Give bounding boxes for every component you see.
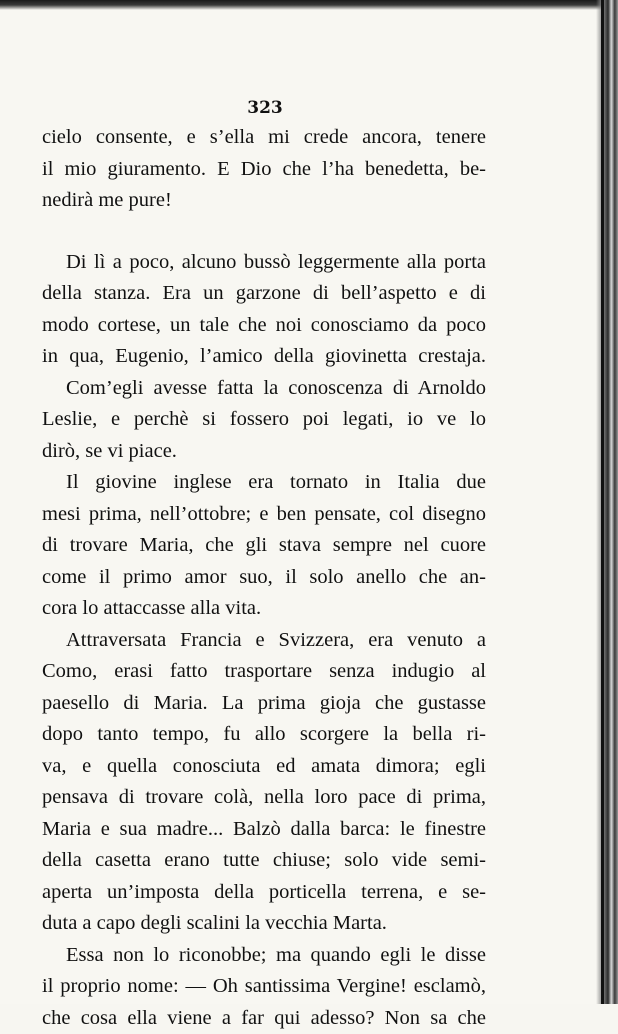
text-line: Attraversata Francia e Svizzera, era venuto a	[42, 625, 486, 657]
text-line: il proprio nome: — Oh santissima Vergine! esclamò,	[42, 971, 486, 1003]
text-line: aperta un’imposta della porticella terrena, e se-	[42, 877, 486, 909]
text-line: che cosa ella viene a far qui adesso? Non sa che	[42, 1003, 486, 1034]
page-number: 323	[0, 98, 530, 118]
text-line: va, e quella conosciuta ed amata dimora; egli	[42, 751, 486, 783]
text-line: Il giovine inglese era tornato in Italia due	[42, 467, 486, 499]
book-spine-edge	[596, 0, 618, 1004]
text-line: Maria e sua madre... Balzò dalla barca: le finestre	[42, 814, 486, 846]
text-line: dopo tanto tempo, fu allo scorgere la bella ri-	[42, 719, 486, 751]
text-line: cora lo attaccasse alla vita.	[42, 593, 486, 625]
text-line: cielo consente, e s’ella mi crede ancora, tenere	[42, 122, 486, 154]
text-line: di trovare Maria, che gli stava sempre nel cuore	[42, 530, 486, 562]
text-line: in qua, Eugenio, l’amico della giovinetta crestaja.	[42, 341, 486, 373]
paragraph-6	[42, 940, 486, 1034]
text-line: Di lì a poco, alcuno bussò leggermente alla porta	[42, 247, 486, 279]
text-line: Como, erasi fatto trasportare senza indugio al	[42, 656, 486, 688]
text-line: della casetta erano tutte chiuse; solo vide semi-	[42, 845, 486, 877]
paragraph-2	[42, 247, 486, 373]
paragraph-1	[42, 122, 486, 217]
paragraph-5	[42, 625, 486, 940]
text-line: Essa non lo riconobbe; ma quando egli le disse	[42, 940, 486, 972]
paragraph-4	[42, 467, 486, 625]
scan-top-shadow	[0, 0, 618, 10]
text-line: Leslie, e perchè si fossero poi legati, io ve lo	[42, 404, 486, 436]
text-line: Com’egli avesse fatta la conoscenza di Arnoldo	[42, 373, 486, 405]
text-line: come il primo amor suo, il solo anello che an-	[42, 562, 486, 594]
body-text	[42, 122, 486, 1034]
book-spine-line	[601, 0, 604, 1004]
text-line: dirò, se vi piace.	[42, 436, 486, 468]
text-line: paesello di Maria. La prima gioja che gustasse	[42, 688, 486, 720]
text-line: mesi prima, nell’ottobre; e ben pensate, col disegno	[42, 499, 486, 531]
text-line: della stanza. Era un garzone di bell’aspetto e di	[42, 278, 486, 310]
text-line: pensava di trovare colà, nella loro pace di prima,	[42, 782, 486, 814]
paragraph-gap	[42, 217, 486, 247]
paragraph-3	[42, 373, 486, 468]
text-line: il mio giuramento. E Dio che l’ha benedetta, be-	[42, 154, 486, 186]
text-line: duta a capo degli scalini la vecchia Marta.	[42, 908, 486, 940]
text-line: modo cortese, un tale che noi conosciamo da poco	[42, 310, 486, 342]
text-line: nedirà me pure!	[42, 185, 486, 217]
